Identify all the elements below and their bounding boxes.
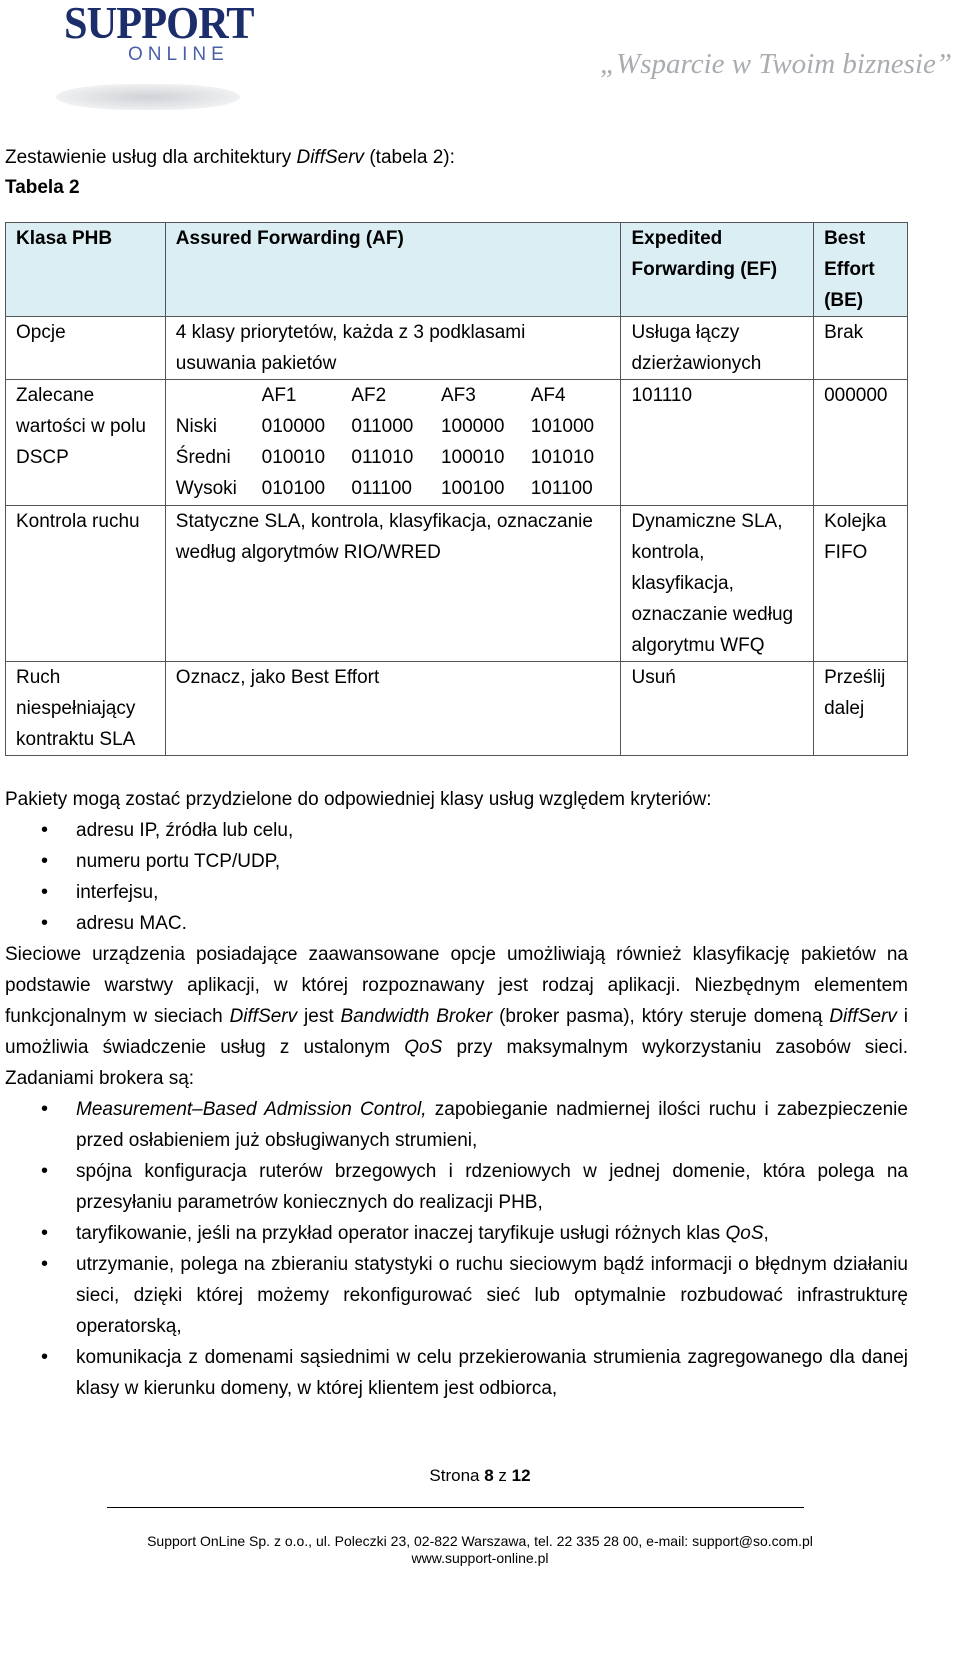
paragraph-emphasis: DiffServ bbox=[229, 1006, 298, 1027]
table-title: Tabela 2 bbox=[5, 177, 80, 198]
paragraph-text: Sieciowe urządzenia posiadające zaawansowane opcje umożliwiają również klasyfikację pakietów na podstawie warstwy aplikacji, w której rozpoznawany jest rodzaj aplikacji. Niezbędnym elementem funkcjonalnym w sieciach bbox=[5, 944, 908, 1027]
paragraph-text: (broker pasma), który steruje domeną bbox=[492, 1006, 830, 1027]
list-item: • utrzymanie, polega na zbieraniu statystyki o ruchu sieciowym bądź informacji o błędnym działaniu sieci, dzięki której możemy rekonfigurować sieć lub optymalnie rozbudować infrastrukturę operatorską, bbox=[5, 1249, 908, 1342]
paragraph-emphasis: QoS bbox=[404, 1037, 443, 1058]
criteria-lead: Pakiety mogą zostać przydzielone do odpowiedniej klasy usług względem kryteriów: bbox=[5, 789, 712, 810]
header-cell: Klasa PHB bbox=[6, 223, 166, 317]
row-label: Zalecane wartości w polu DSCP bbox=[6, 380, 166, 506]
dscp-value: 010000 bbox=[261, 416, 326, 437]
table-cell: Dynamiczne SLA, kontrola, klasyfikacja, oznaczanie według algorytmu WFQ bbox=[621, 506, 814, 662]
table-cell: Kolejka FIFO bbox=[814, 506, 908, 662]
footer-divider bbox=[107, 1507, 804, 1508]
list-item: • spójna konfiguracja ruterów brzegowych i rdzeniowych w jednej domenie, która polega na przesyłaniu parametrów koniecznych do realizacji PHB, bbox=[5, 1156, 908, 1218]
task-emphasis: Measurement–Based Admission Control, bbox=[76, 1099, 427, 1120]
caption-text-end: (tabela 2): bbox=[364, 147, 455, 168]
page-separator: z bbox=[493, 1466, 512, 1485]
header-cell: Best Effort (BE) bbox=[814, 223, 908, 317]
footer-address: Support OnLine Sp. z o.o., ul. Poleczki 23, 02-822 Warszawa, tel. 22 335 28 00, e-mail: support@so.com.pl bbox=[147, 1533, 813, 1549]
page-total: 12 bbox=[511, 1466, 531, 1485]
table-row bbox=[6, 317, 908, 380]
table-header-row bbox=[6, 223, 908, 317]
list-item: • interfejsu, bbox=[5, 877, 908, 908]
table-row bbox=[6, 380, 908, 506]
table-cell: Usuń bbox=[621, 662, 814, 756]
table-cell: Prześlij dalej bbox=[814, 662, 908, 756]
dscp-value: 101010 bbox=[530, 447, 595, 468]
page-number bbox=[0, 1466, 960, 1486]
table-cell: Usługa łączy dzierżawionych bbox=[621, 317, 814, 380]
table-row bbox=[6, 506, 908, 662]
table-caption bbox=[5, 142, 455, 173]
broker-paragraph bbox=[5, 939, 908, 1094]
dscp-header-row bbox=[166, 380, 621, 411]
dscp-value: 011000 bbox=[351, 416, 414, 437]
table-cell: Statyczne SLA, kontrola, klasyfikacja, oznaczanie według algorytmów RIO/WRED bbox=[165, 506, 621, 662]
page-label: Strona bbox=[429, 1466, 485, 1485]
caption-text: Zestawienie usług dla architektury bbox=[5, 147, 297, 168]
dscp-level: Średni bbox=[175, 447, 231, 468]
list-item: • numeru portu TCP/UDP, bbox=[5, 846, 908, 877]
paragraph-text: jest bbox=[297, 1006, 341, 1027]
company-logo bbox=[28, 0, 254, 115]
logo-subtitle: ONLINE bbox=[128, 44, 229, 65]
table-cell: 000000 bbox=[814, 380, 908, 506]
footer-website-link[interactable]: www.support-online.pl bbox=[411, 1550, 549, 1566]
dscp-value: 101000 bbox=[530, 416, 595, 437]
paragraph-text: i umożliwia świadczenie usług z ustalonym bbox=[5, 1006, 909, 1058]
dscp-level: Niski bbox=[175, 416, 217, 437]
task-text: zapobieganie nadmiernej ilości ruchu i zabezpieczenie przed osłabieniem już obsługiwanych strumieni, bbox=[76, 1099, 908, 1151]
dscp-value: 010010 bbox=[261, 447, 326, 468]
list-item bbox=[5, 1094, 908, 1156]
broker-tasks-list bbox=[5, 1094, 908, 1404]
dscp-af-header: AF1 bbox=[261, 385, 297, 406]
dscp-row bbox=[166, 411, 621, 442]
list-item: • komunikacja z domenami sąsiednimi w celu przekierowania strumienia zagregowanego dla danej klasy w kierunku domeny, w której klientem jest odbiorca, bbox=[5, 1342, 908, 1404]
dscp-af-header: AF2 bbox=[351, 385, 387, 406]
logo-shadow bbox=[56, 84, 240, 110]
page-current: 8 bbox=[484, 1466, 494, 1485]
dscp-value: 100000 bbox=[440, 416, 505, 437]
row-label: Kontrola ruchu bbox=[6, 506, 166, 662]
dscp-af-header: AF3 bbox=[440, 385, 476, 406]
dscp-value: 011100 bbox=[351, 478, 412, 499]
phb-table bbox=[5, 222, 908, 756]
dscp-row bbox=[166, 473, 621, 504]
table-cell: Oznacz, jako Best Effort bbox=[165, 662, 621, 756]
dscp-corner bbox=[166, 380, 262, 411]
task-text: taryfikowanie, jeśli na przykład operator inaczej taryfikuje usługi różnych klas bbox=[76, 1223, 726, 1244]
criteria-list bbox=[5, 815, 908, 939]
paragraph-emphasis: Bandwidth Broker bbox=[340, 1006, 493, 1027]
header-cell: Assured Forwarding (AF) bbox=[165, 223, 621, 317]
dscp-value: 101100 bbox=[530, 478, 593, 499]
row-label: Opcje bbox=[6, 317, 166, 380]
list-item: • adresu IP, źródła lub celu, bbox=[5, 815, 908, 846]
dscp-value: 011010 bbox=[351, 447, 414, 468]
table-cell: 101110 bbox=[621, 380, 814, 506]
logo-wordmark: SUPPORT bbox=[64, 0, 254, 48]
table-row bbox=[6, 662, 908, 756]
criteria-section bbox=[5, 784, 908, 1404]
dscp-subtable-cell bbox=[165, 380, 621, 506]
caption-emphasis: DiffServ bbox=[296, 147, 365, 168]
header-cell: Expedited Forwarding (EF) bbox=[621, 223, 814, 317]
dscp-af-header: AF4 bbox=[530, 385, 566, 406]
task-text: , bbox=[763, 1223, 769, 1244]
paragraph-text: przy maksymalnym wykorzystaniu zasobów sieci. Zadaniami brokera są: bbox=[5, 1037, 908, 1089]
dscp-level: Wysoki bbox=[175, 478, 237, 499]
tagline: „Wsparcie w Twoim biznesie” bbox=[599, 48, 952, 80]
list-item bbox=[5, 1218, 908, 1249]
dscp-row bbox=[166, 442, 621, 473]
dscp-value: 100010 bbox=[440, 447, 505, 468]
list-item: • adresu MAC. bbox=[5, 908, 908, 939]
dscp-value: 100100 bbox=[440, 478, 505, 499]
task-emphasis: QoS bbox=[725, 1223, 764, 1244]
dscp-subtable bbox=[166, 380, 621, 504]
table-cell: 4 klasy priorytetów, każda z 3 podklasami usuwania pakietów bbox=[165, 317, 621, 380]
dscp-value: 010100 bbox=[261, 478, 326, 499]
table-cell: Brak bbox=[814, 317, 908, 380]
paragraph-emphasis: DiffServ bbox=[829, 1006, 897, 1027]
row-label: Ruch niespełniający kontraktu SLA bbox=[6, 662, 166, 756]
